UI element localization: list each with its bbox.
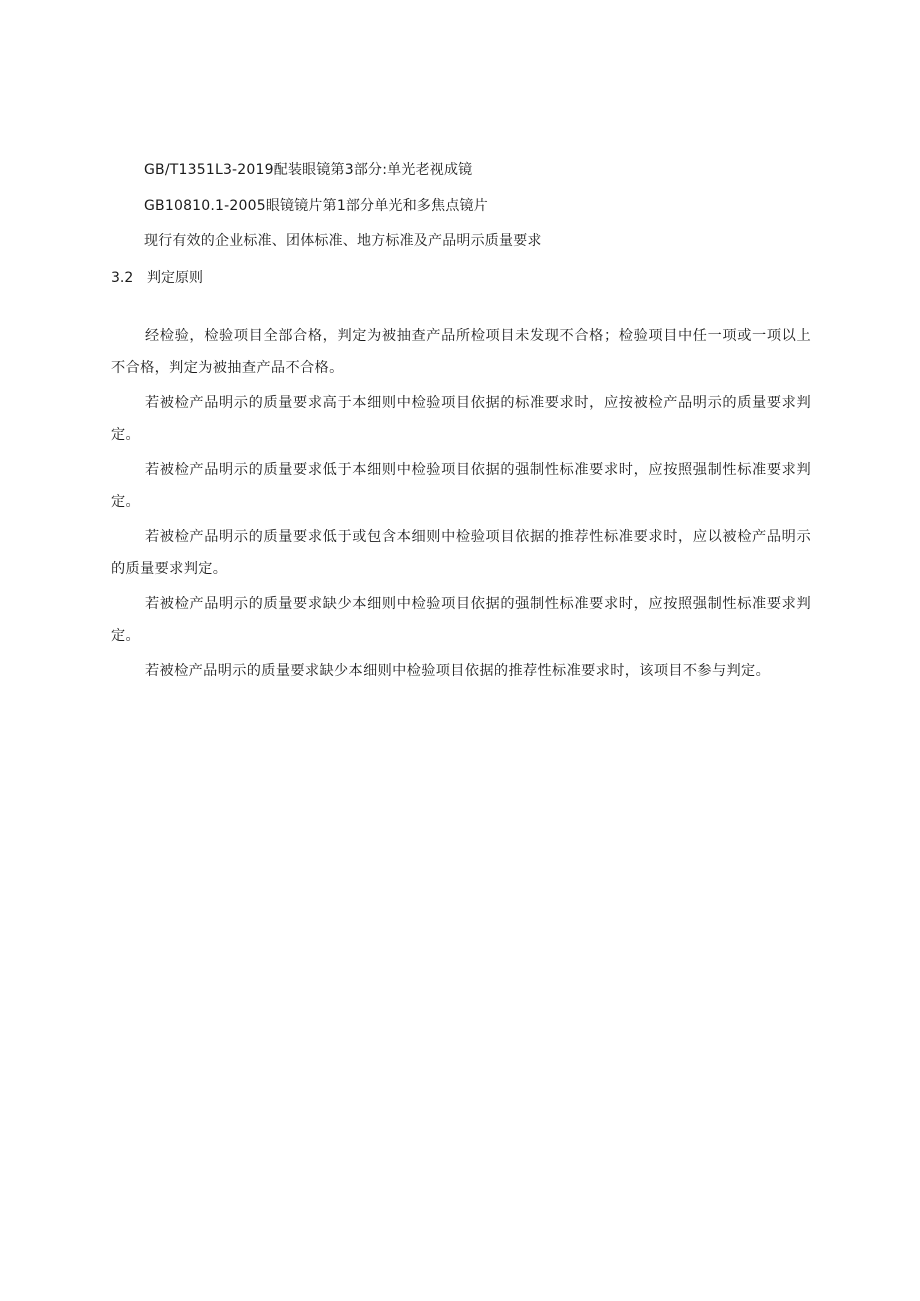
judgement-principles-body — [111, 320, 811, 690]
standard-reference-1: GB/T1351L3-2019配装眼镜第3部分:单光老视成镜 — [144, 162, 473, 178]
section-number: 3.2 — [111, 270, 134, 286]
paragraph: 若被检产品明示的质量要求缺少本细则中检验项目依据的强制性标准要求时，应按照强制性标准要求判定。 — [111, 596, 811, 644]
standard-reference-3: 现行有效的企业标准、团体标准、地方标准及产品明示质量要求 — [144, 233, 542, 249]
section-heading — [111, 268, 203, 288]
paragraph: 若被检产品明示的质量要求高于本细则中检验项目依据的标准要求时，应按被检产品明示的质量要求判定。 — [111, 395, 811, 443]
standard-reference-2: GB10810.1-2005眼镜镜片第1部分单光和多焦点镜片 — [144, 198, 488, 214]
paragraph: 若被检产品明示的质量要求低于或包含本细则中检验项目依据的推荐性标准要求时，应以被检产品明示的质量要求判定。 — [111, 529, 811, 577]
section-title: 判定原则 — [147, 270, 203, 286]
paragraph: 若被检产品明示的质量要求低于本细则中检验项目依据的强制性标准要求时，应按照强制性标准要求判定。 — [111, 462, 811, 510]
paragraph: 经检验，检验项目全部合格，判定为被抽查产品所检项目未发现不合格；检验项目中任一项或一项以上不合格，判定为被抽查产品不合格。 — [111, 328, 811, 376]
paragraph: 若被检产品明示的质量要求缺少本细则中检验项目依据的推荐性标准要求时，该项目不参与判定。 — [145, 663, 771, 679]
